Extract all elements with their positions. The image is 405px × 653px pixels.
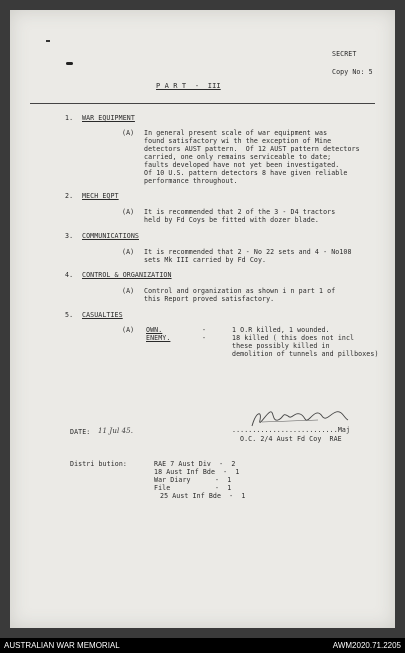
section-2-number: 2. xyxy=(65,192,74,200)
casualties-own-text: 1 O.R killed, 1 wounded. xyxy=(232,326,330,334)
signature-line: ..........................Maj xyxy=(232,426,351,434)
distribution-label: Distri bution: xyxy=(70,460,127,468)
casualties-enemy-label: ENEMY. xyxy=(146,334,171,342)
copy-number-label: Copy No: 5 xyxy=(332,68,373,76)
section-5-number: 5. xyxy=(65,311,74,319)
part-title: P A R T - III xyxy=(156,82,221,90)
ink-mark xyxy=(66,62,73,65)
date-value: 11 Jul 45. xyxy=(98,427,134,435)
distribution-row: File - 1 xyxy=(154,484,232,492)
section-4-line: Control and organization as shown i n part 1 of xyxy=(144,287,336,295)
section-1-line: found satisfactory wi th the exception of Mine xyxy=(144,137,332,145)
section-3-marker: (A) xyxy=(122,248,135,256)
section-1-line: detectors AUST pattern. Of 12 AUST pattern detectors xyxy=(144,145,360,153)
distribution-row: 18 Aust Inf Bde - 1 xyxy=(154,468,240,476)
section-4-number: 4. xyxy=(65,271,74,279)
section-3-line: It is recommended that 2 - No 22 sets and 4 - No108 xyxy=(144,248,352,256)
footer-right-text: AWM2020.71.2205 xyxy=(332,641,401,650)
distribution-row: War Diary - 1 xyxy=(154,476,232,484)
section-3-line: sets Mk III carried by Fd Coy. xyxy=(144,256,267,264)
section-3-number: 3. xyxy=(65,232,74,240)
casualties-own-dash: - xyxy=(202,326,207,334)
date-label: DATE: xyxy=(70,428,91,436)
signatory-title: O.C. 2/4 Aust Fd Coy RAE xyxy=(240,435,342,443)
archive-footer xyxy=(0,638,405,653)
section-4-marker: (A) xyxy=(122,287,135,295)
section-4-line: this Report proved satisfactory. xyxy=(144,295,275,303)
document-page xyxy=(10,10,395,628)
section-1-line: faults developed have not yet been investigated. xyxy=(144,161,340,169)
section-3-heading: COMMUNICATIONS xyxy=(82,232,139,240)
section-2-marker: (A) xyxy=(122,208,135,216)
section-2-line: held by Fd Coys be fitted with dozer blade. xyxy=(144,216,319,224)
header-rule xyxy=(30,103,375,104)
section-2-heading: MECH EQPT xyxy=(82,192,119,200)
copy-number: 5 xyxy=(368,68,373,76)
casualties-enemy-line: 18 killed ( this does not incl xyxy=(232,334,355,342)
section-1-marker: (A) xyxy=(122,129,135,137)
section-1-line: performance throughout. xyxy=(144,177,238,185)
casualties-enemy-line: demolition of tunnels and pillboxes) xyxy=(232,350,379,358)
section-2-line: It is recommended that 2 of the 3 - D4 tractors xyxy=(144,208,336,216)
distribution-row: 25 Aust Inf Bde - 1 xyxy=(160,492,246,500)
footer-left-text: AUSTRALIAN WAR MEMORIAL xyxy=(4,641,120,650)
section-4-heading: CONTROL & ORGANIZATION xyxy=(82,271,172,279)
section-5-marker: (A) xyxy=(122,326,135,334)
casualties-enemy-line: these possibly killed in xyxy=(232,342,330,350)
classification-label: SECRET xyxy=(332,50,357,58)
section-1-line: In general present scale of war equipment was xyxy=(144,129,328,137)
ink-mark xyxy=(46,40,50,42)
section-1-heading: WAR EQUIPMENT xyxy=(82,114,135,122)
distribution-row: RAE 7 Aust Div - 2 xyxy=(154,460,236,468)
casualties-enemy-dash: - xyxy=(202,334,207,342)
section-1-number: 1. xyxy=(65,114,74,122)
section-5-heading: CASUALTIES xyxy=(82,311,123,319)
casualties-own-label: OWN. xyxy=(146,326,163,334)
section-1-line: Of 10 U.S. pattern detectors 8 have given reliable xyxy=(144,169,348,177)
section-1-line: carried, one only remains serviceable to date; xyxy=(144,153,332,161)
